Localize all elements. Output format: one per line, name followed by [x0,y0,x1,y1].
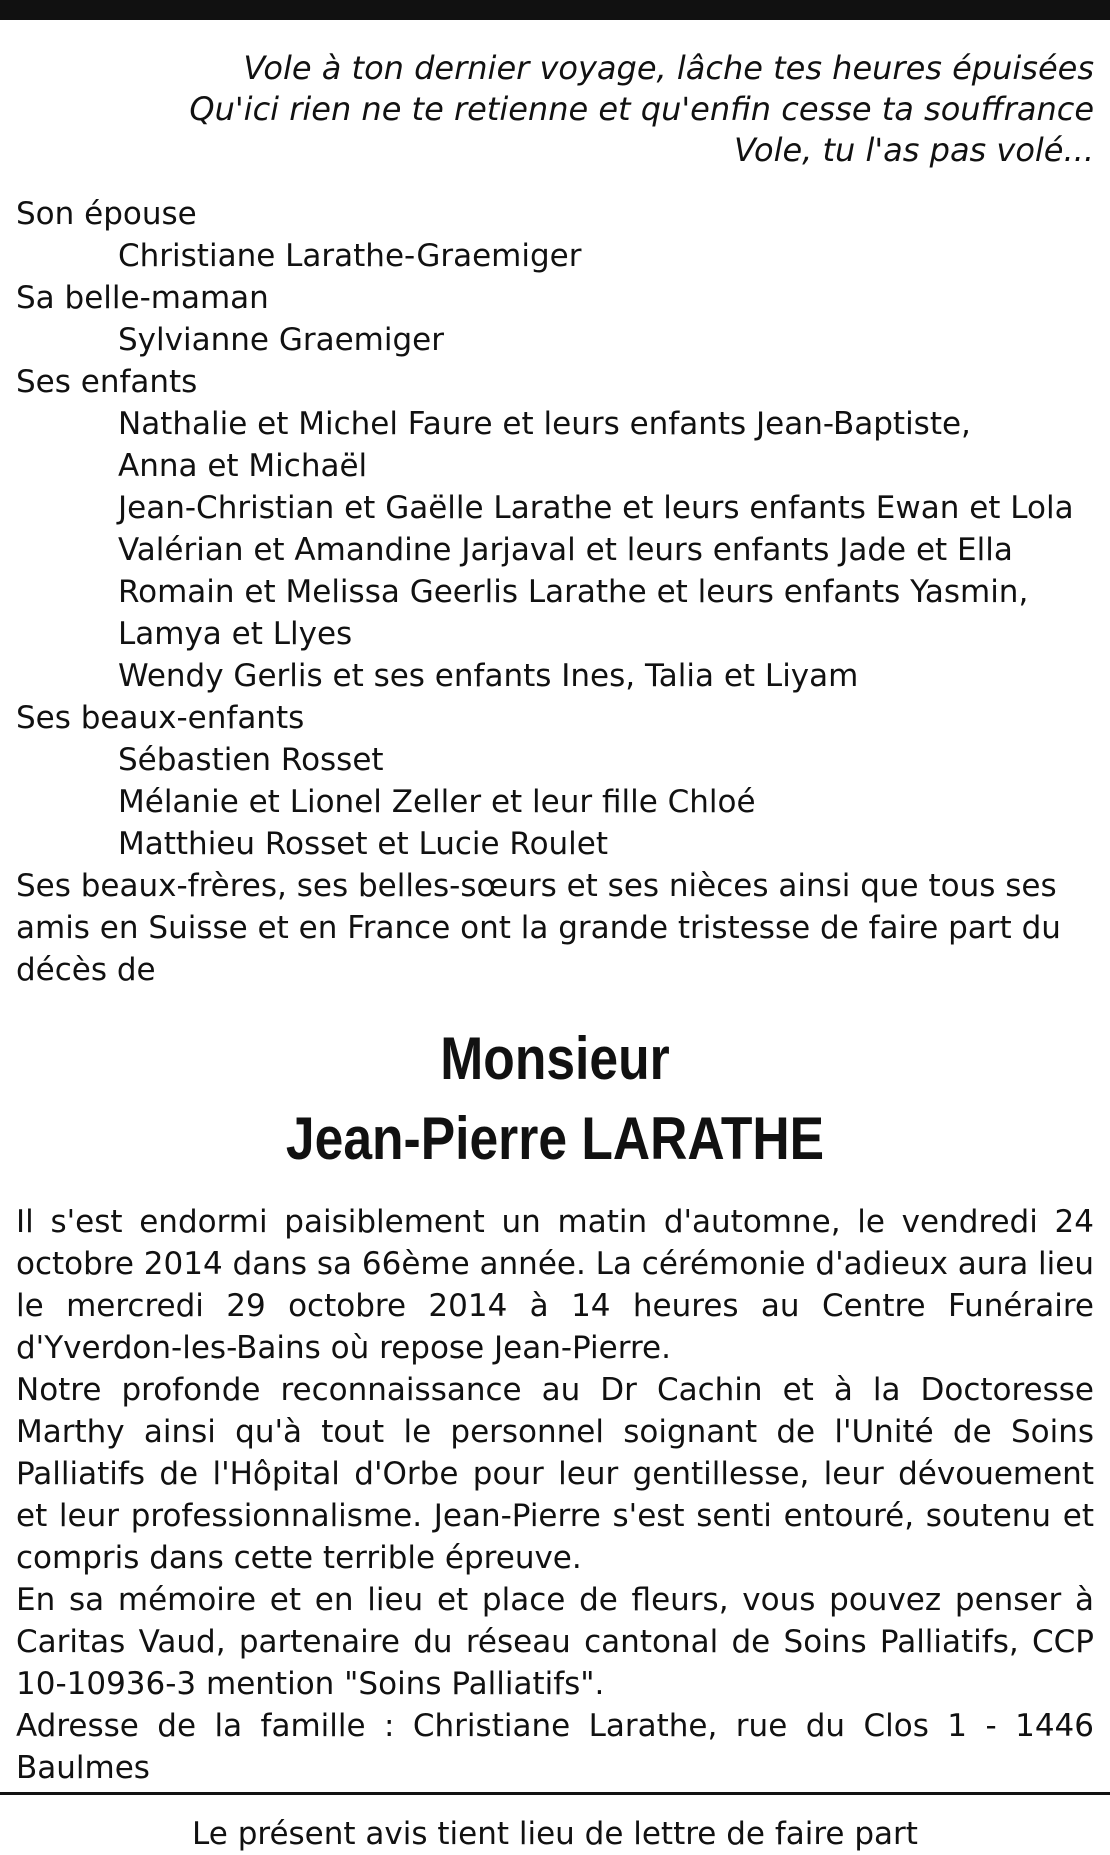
poem-line: Vole, tu l'as pas volé... [733,131,1094,169]
gratitude-paragraph: Notre profonde reconnaissance au Dr Cachin et à la Doctoresse Marthy ainsi qu'à tout le personnel soignant de l'Unité de Soins Palliatifs de l'Hôpital d'Orbe pour leur gentillesse, leur dévouement et leur professionnalisme. Jean-Pierre s'est senti entouré, soutenu et compris dans cette terrible épreuve. [16,1372,1094,1576]
family-member: Lamya et Llyes [118,616,353,652]
family-member: Christiane Larathe-Graemiger [118,238,582,274]
poem-line: Vole à ton dernier voyage, lâche tes heures épuisées [243,49,1094,87]
family-group-mother-in-law [16,277,1094,361]
donation-paragraph: En sa mémoire et en lieu et place de fleurs, vous pouvez penser à Caritas Vaud, partenaire du réseau cantonal de Soins Palliatifs, CCP 10-10936-3 mention "Soins Palliatifs". [16,1582,1094,1702]
top-border-rule [0,0,1110,20]
poem-line: Qu'ici rien ne te retienne et qu'enfin cesse ta souffrance [189,90,1094,128]
obituary-notice [16,48,1094,1855]
family-member: Matthieu Rosset et Lucie Roulet [118,826,609,862]
deceased-name-block [91,1019,1018,1179]
family-member: Sébastien Rosset [118,742,384,778]
family-group-stepchildren [16,697,1094,865]
announcement-intro: Ses beaux-frères, ses belles-sœurs et ses nièces ainsi que tous ses amis en Suisse et en France ont la grande tristesse de faire part du décès de [16,868,1061,988]
deceased-title: Monsieur [440,1025,670,1092]
poem-verse [16,48,1094,171]
deceased-name: Jean-Pierre LARATHE [285,1105,825,1172]
family-group-children [16,361,1094,697]
family-member: Jean-Christian et Gaëlle Larathe et leurs enfants Ewan et Lola [118,490,1074,526]
family-member: Valérian et Amandine Jarjaval et leurs enfants Jade et Ella [118,532,1013,568]
family-member: Nathalie et Michel Faure et leurs enfants Jean-Baptiste, [118,406,971,442]
family-category-label: Ses beaux-enfants [16,700,305,736]
family-member: Wendy Gerlis et ses enfants Ines, Talia et Liyam [118,658,859,694]
family-address: Adresse de la famille : Christiane Larathe, rue du Clos 1 - 1446 Baulmes [16,1708,1094,1786]
family-member: Romain et Melissa Geerlis Larathe et leurs enfants Yasmin, [118,574,1029,610]
family-member: Sylvianne Graemiger [118,322,444,358]
family-category-label: Son épouse [16,196,197,232]
ceremony-paragraph: Il s'est endormi paisiblement un matin d'automne, le vendredi 24 octobre 2014 dans sa 66ème année. La cérémonie d'adieux aura lieu le mercredi 29 octobre 2014 à 14 heures au Centre Funéraire d'Yverdon-les-Bains où repose Jean-Pierre. [16,1204,1094,1366]
family-list [16,193,1094,865]
family-category-label: Ses enfants [16,364,198,400]
family-category-label: Sa belle-maman [16,280,269,316]
family-group-spouse [16,193,1094,277]
closing-note: Le présent avis tient lieu de lettre de faire part [192,1816,918,1852]
family-member: Mélanie et Lionel Zeller et leur fille Chloé [118,784,756,820]
family-member: Anna et Michaël [118,448,368,484]
notice-body [16,1201,1094,1789]
bottom-border-rule [0,1792,1110,1795]
